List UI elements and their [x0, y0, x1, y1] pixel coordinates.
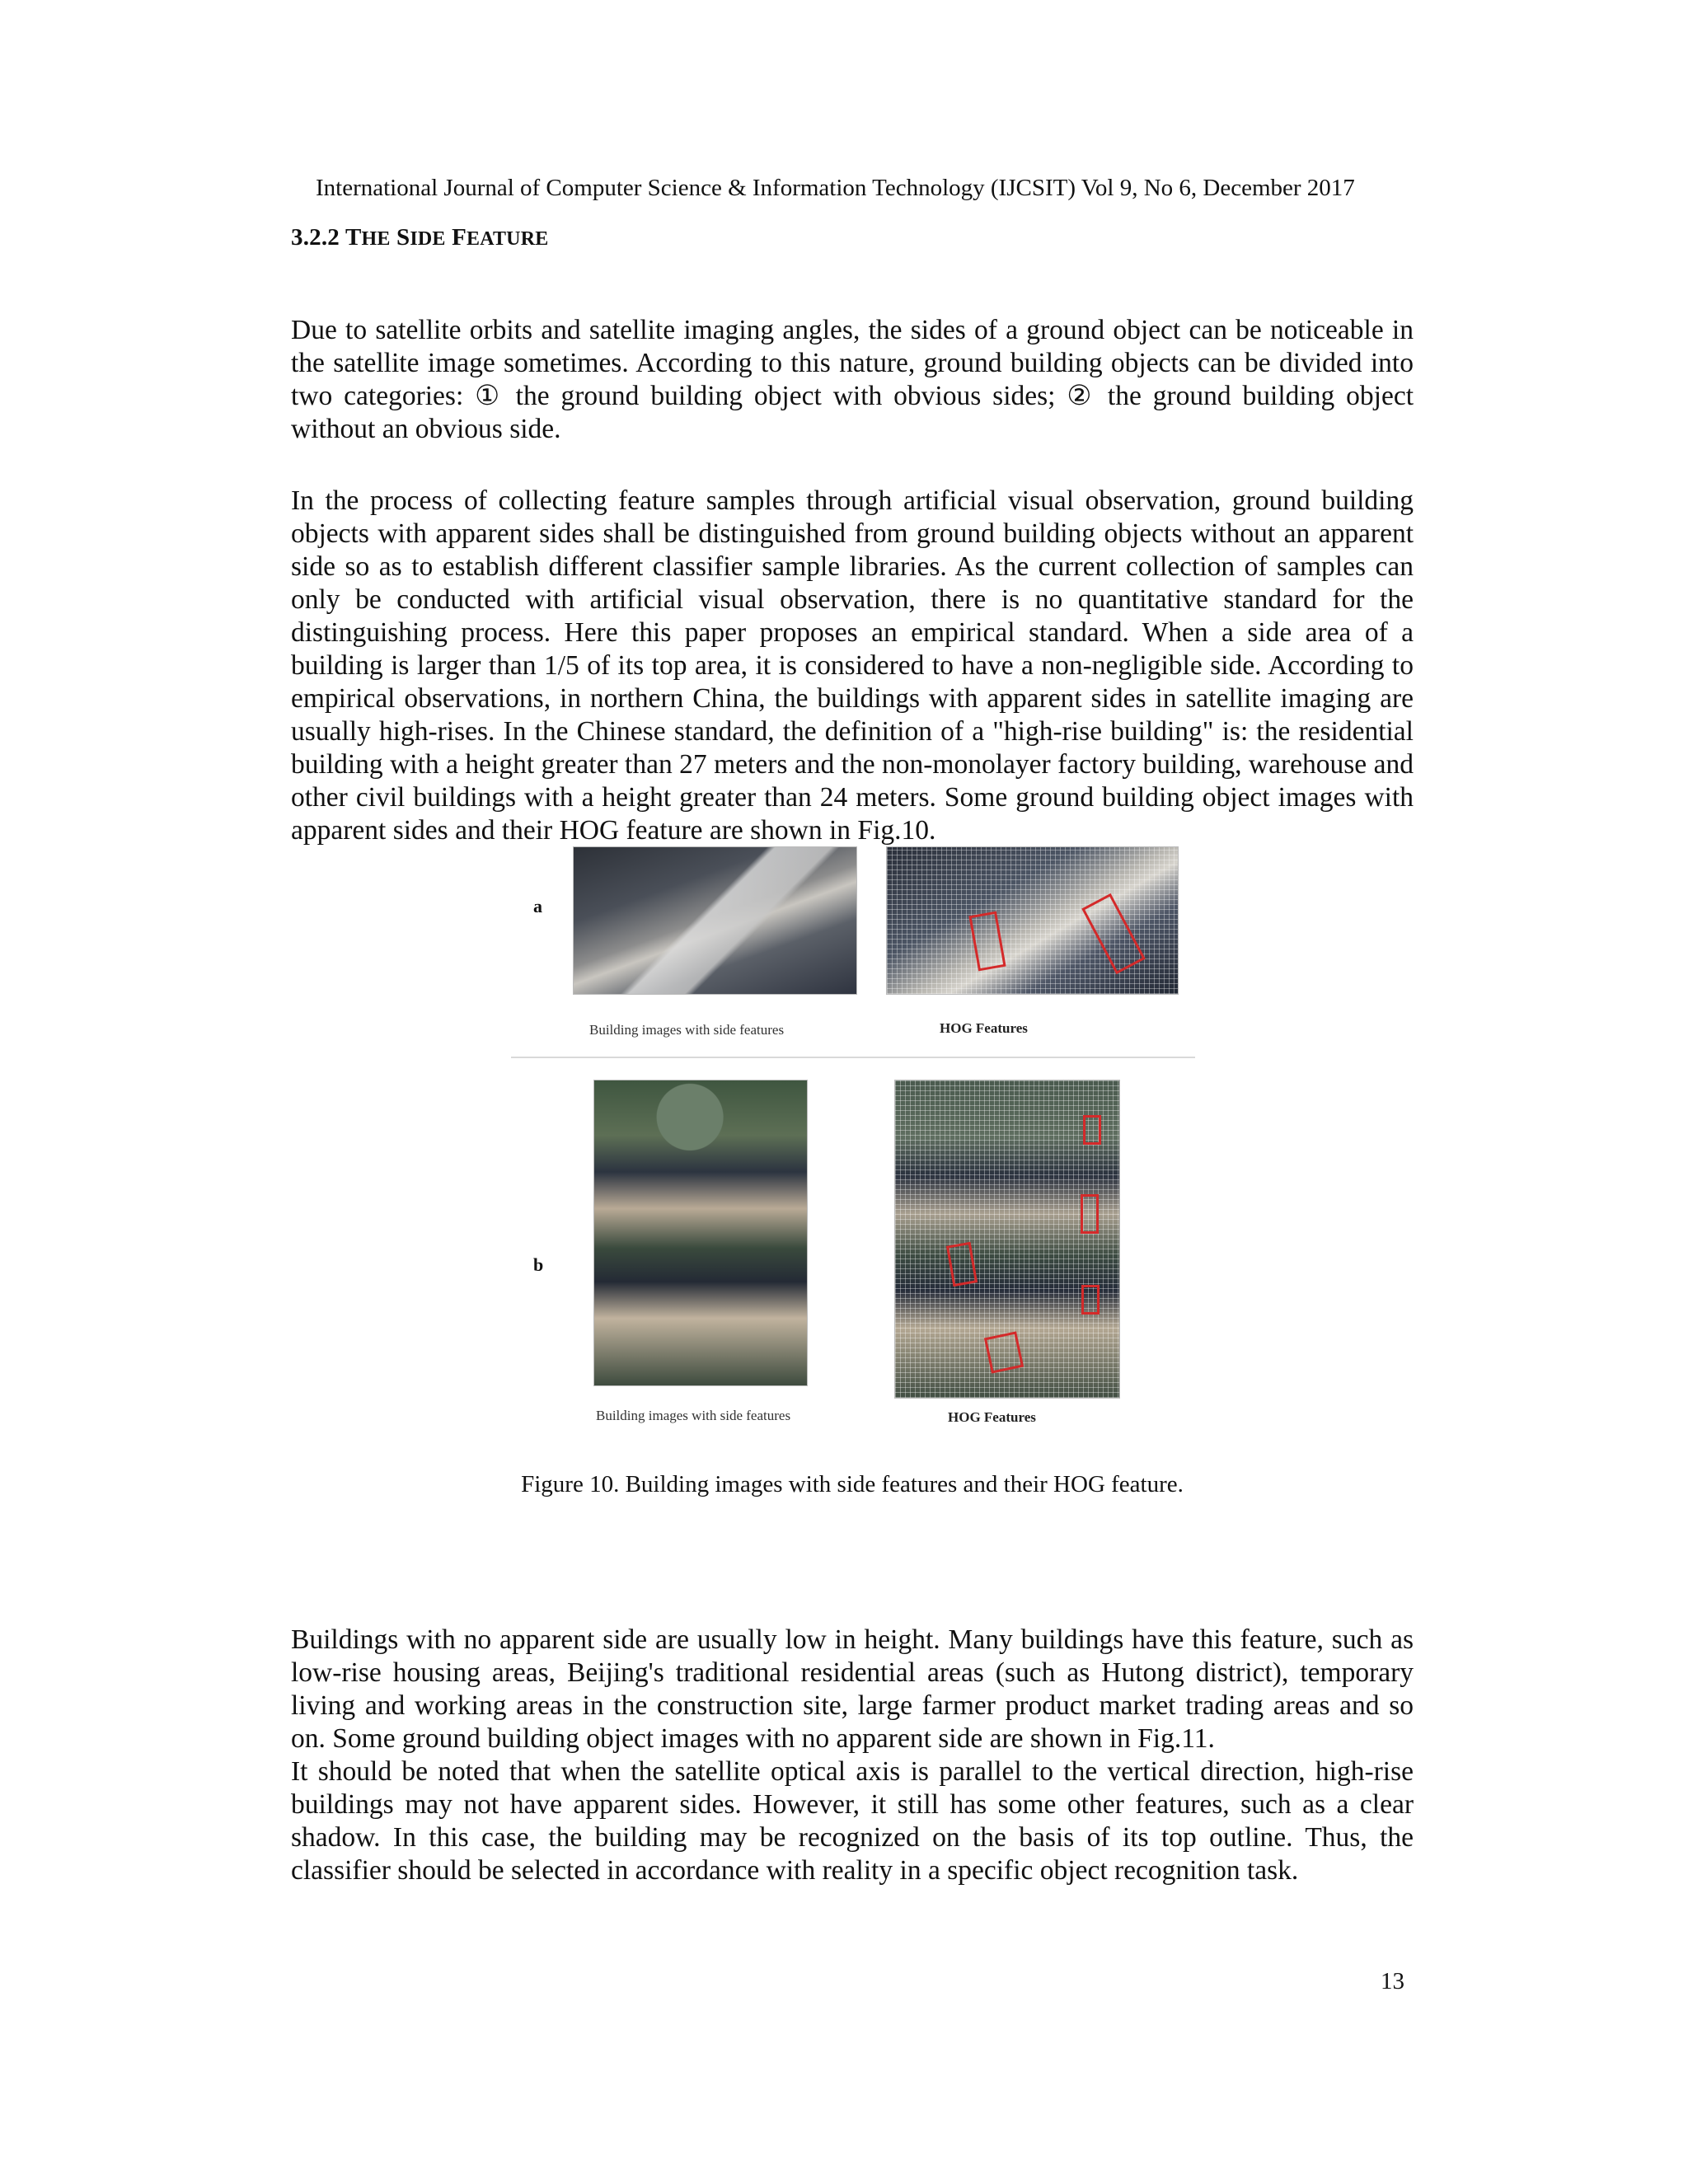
- section-title: THE SIDE FEATURE: [345, 224, 549, 251]
- figure-10: [511, 841, 1195, 1434]
- hog-image-a: [886, 846, 1179, 995]
- side-highlight-box: [984, 1331, 1024, 1373]
- left-caption-b: Building images with side features: [596, 1408, 791, 1423]
- side-highlight-box: [1081, 893, 1146, 974]
- figure-caption: Figure 10. Building images with side features and their HOG feature.: [521, 1471, 1184, 1497]
- section-number: 3.2.2: [291, 224, 340, 251]
- paragraph-no-apparent-side: Buildings with no apparent side are usually low in height. Many buildings have this feature, such as low-rise housing areas, Beijing's traditional residential areas (such as Hutong district), temporary living and working areas in the construction site, large farmer product market trading areas and so on. Some ground building object images with no apparent side are shown in Fig.11.: [291, 1624, 1414, 1754]
- right-caption-a: HOG Features: [940, 1020, 1028, 1036]
- side-highlight-box: [1081, 1285, 1100, 1315]
- figure-divider: [511, 1057, 1195, 1058]
- paragraph-optical-axis-note: It should be noted that when the satellite optical axis is parallel to the vertical direction, high-rise buildings may not have apparent sides. However, it still has some other features, such as a clear shadow. In this case, the building may be recognized on the basis of its top outline. Thus, the classifier should be selected in accordance with reality in a specific object recognition task.: [291, 1755, 1414, 1886]
- paragraph-categories: Due to satellite orbits and satellite imaging angles, the sides of a ground object can be noticeable in the satellite image sometimes. According to this nature, ground building objects can be divided into two categories: ① the ground building object with obvious sides; ② the ground building object without an obvious side.: [291, 314, 1414, 444]
- running-header: International Journal of Computer Science & Information Technology (IJCSIT) Vol 9, No 6, December 2017: [316, 175, 1355, 201]
- section-heading: [291, 224, 548, 251]
- left-caption-a: Building images with side features: [589, 1022, 785, 1038]
- paragraph-empirical-standard: In the process of collecting feature samples through artificial visual observation, ground building objects with apparent sides shall be distinguished from ground building objects without an apparent side so as to establish different classifier sample libraries. As the current collection of samples can only be conducted with artificial visual observation, there is no quantitative standard for the distinguishing process. Here this paper proposes an empirical standard. When a side area of a building is larger than 1/5 of its top area, it is considered to have a non-negligible side. According to empirical observations, in northern China, the buildings with apparent sides in satellite imaging are usually high-rises. In the Chinese standard, the definition of a "high-rise building" is: the residential building with a height greater than 27 meters and the non-monolayer factory building, warehouse and other civil buildings with a height greater than 24 meters. Some ground building object images with apparent sides and their HOG feature are shown in Fig.10.: [291, 485, 1414, 846]
- page-number: 13: [1381, 1968, 1404, 1994]
- panel-a-label: a: [533, 896, 542, 916]
- satellite-image-a: [573, 846, 857, 995]
- hog-image-b: [894, 1080, 1120, 1399]
- right-caption-b: HOG Features: [948, 1409, 1036, 1425]
- side-highlight-box: [1083, 1115, 1101, 1145]
- satellite-image-b: [593, 1080, 808, 1386]
- side-highlight-box: [1081, 1194, 1099, 1234]
- side-highlight-box: [968, 912, 1006, 972]
- side-highlight-box: [946, 1242, 978, 1286]
- panel-b-label: b: [533, 1254, 544, 1275]
